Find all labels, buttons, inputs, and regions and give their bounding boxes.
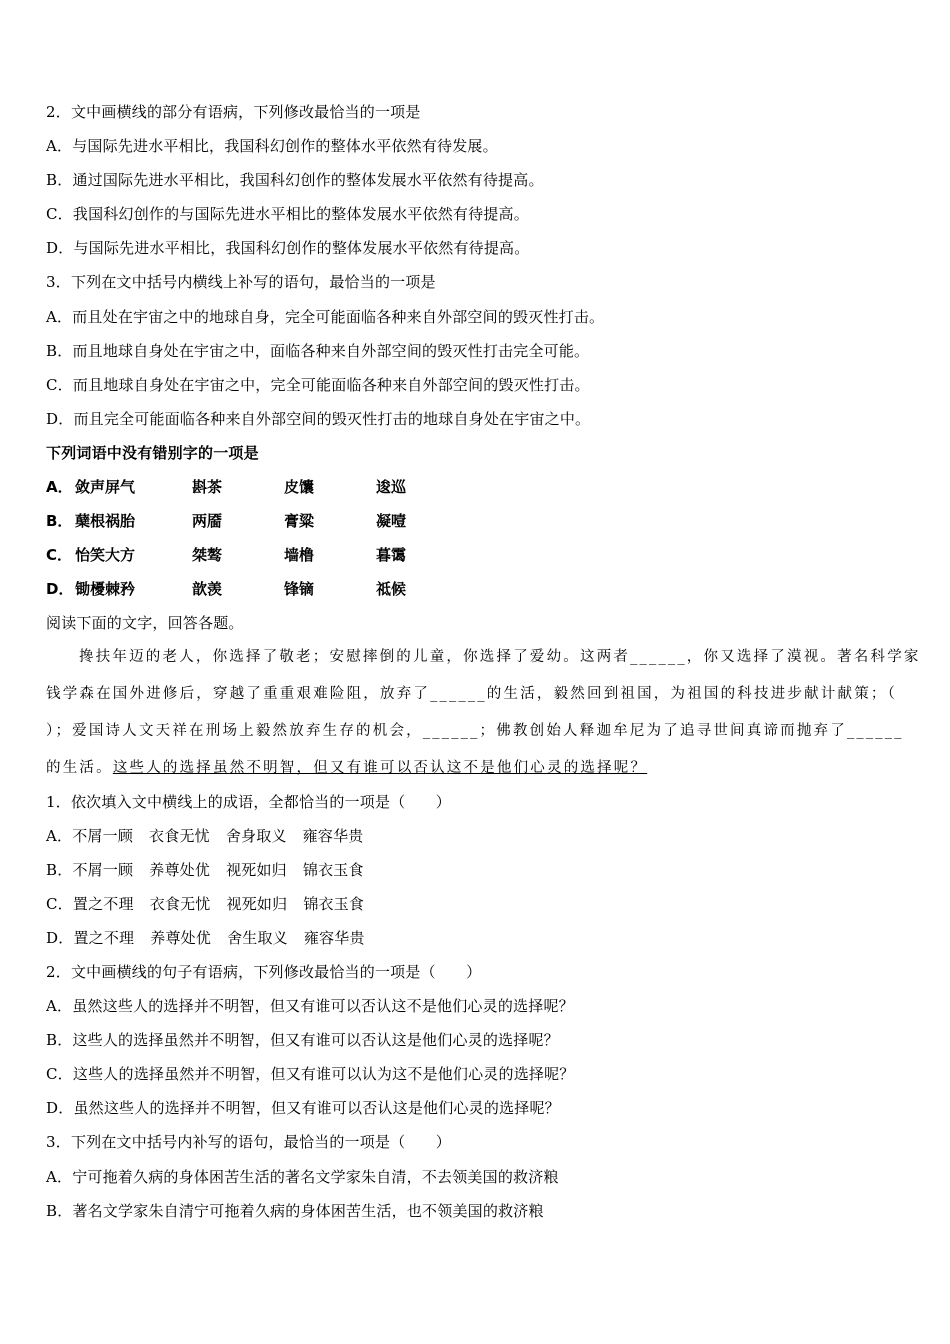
vocab-word: 凝噎 [376,512,407,530]
reading-question-2-option-d [46,1098,560,1118]
idiom: 雍容华贵 [303,929,365,947]
option-label: A． [46,1168,73,1186]
option-text: 而且地球自身处在宇宙之中，面临各种来自外部空间的毁灭性打击完全可能。 [72,342,590,360]
idiom: 锦衣玉食 [302,861,364,879]
reading-question-2-stem: 2．文中画横线的句子有语病，下列修改最恰当的一项是（ ） [46,963,482,981]
reading-question-1-option-c [46,894,380,914]
vocab-word: 皮馕 [284,478,315,496]
option-text: 与国际先进水平相比，我国科幻创作的整体发展水平依然有待提高。 [73,239,530,257]
question-3-option-b [46,341,589,361]
idiom: 衣食无忧 [149,827,210,845]
vocab-word: 桀骜 [192,546,223,564]
idiom: 舍身取义 [225,827,287,845]
option-label: C． [46,376,73,394]
option-label: B． [46,342,73,360]
reading-question-1-option-b [46,860,380,880]
option-text: 这些人的选择虽然并不明智，但又有谁可以否认这是他们心灵的选择呢？ [72,1031,559,1049]
idiom: 养尊处优 [150,929,212,947]
option-text: 虽然这些人的选择并不明智，但又有谁可以否认这不是他们心灵的选择呢？ [72,997,574,1015]
passage-line-1: 搀扶年迈的老人，你选择了敬老；安慰摔倒的儿童，你选择了爱幼。这两者______，你又选择了漠视。著名科学家 [79,649,921,665]
vocab-word: 祗候 [376,580,407,598]
vocab-word: 斟茶 [192,478,223,496]
option-label: A． [46,308,73,326]
reading-question-3-stem: 3．下列在文中括号内补写的语句，最恰当的一项是（ ） [46,1133,451,1151]
option-text: 而且完全可能面临各种来自外部空间的毁灭性打击的地球自身处在宇宙之中。 [73,410,591,428]
question-2-option-d [46,238,529,258]
idiom: 置之不理 [73,929,135,947]
reading-question-3-option-b [46,1201,544,1221]
idiom: 视死如归 [226,861,287,879]
option-text: 与国际先进水平相比，我国科幻创作的整体水平依然有待发展。 [72,137,498,155]
reading-question-1-option-a [46,826,379,846]
question-2-option-a [46,136,498,156]
option-label: C． [46,546,73,564]
reading-question-2-option-a [46,996,574,1016]
question-2-stem: 2．文中画横线的部分有语病，下列修改最恰当的一项是 [46,103,421,121]
idiom: 雍容华贵 [302,827,364,845]
option-label: B． [46,861,73,879]
option-text: 这些人的选择虽然并不明智，但又有谁可以认为这不是他们心灵的选择呢？ [72,1065,575,1083]
vocab-word: 逡巡 [376,478,407,496]
option-text: 虽然这些人的选择并不明智，但又有谁可以否认这是他们心灵的选择呢？ [73,1099,560,1117]
option-label: B． [46,1031,73,1049]
reading-question-2-option-c [46,1064,575,1084]
question-2-option-c [46,204,529,224]
question-3-stem: 3．下列在文中括号内横线上补写的语句，最恰当的一项是 [46,273,436,291]
reading-question-1-stem: 1．依次填入文中横线上的成语，全都恰当的一项是（ ） [46,793,451,811]
option-label: A． [46,137,73,155]
option-label: A． [46,478,73,496]
option-text: 通过国际先进水平相比，我国科幻创作的整体发展水平依然有待提高。 [72,171,544,189]
passage-line-4 [46,758,906,778]
option-text: 著名文学家朱自清宁可拖着久病的身体困苦生活，也不领美国的救济粮 [72,1202,544,1220]
option-label: B． [46,171,73,189]
idiom: 养尊处优 [149,861,211,879]
reading-question-2-option-b [46,1030,559,1050]
vocab-word: 锋镝 [284,580,315,598]
vocab-word: 蘖根祸胎 [75,512,136,530]
option-label: D． [46,1099,74,1117]
option-text: 而且处在宇宙之中的地球自身，完全可能面临各种来自外部空间的毁灭性打击。 [72,308,605,326]
vocab-word: 敛声屏气 [75,478,136,496]
option-label: A． [46,827,73,845]
idiom: 不屑一顾 [72,827,134,845]
passage-line-2: 钱学森在国外进修后，穿越了重重艰难险阻，放弃了______的生活，毅然回到祖国，为祖国的科技进步献计献策；（ [46,686,898,702]
passage-text: 的生活。 [46,760,113,776]
option-label: D． [46,239,74,257]
vocab-question-stem: 下列词语中没有错别字的一项是 [46,444,259,462]
option-label: B． [46,1202,73,1220]
idiom: 锦衣玉食 [303,895,365,913]
option-label: B． [46,512,73,530]
underlined-sentence: 这些人的选择虽然不明智，但又有谁可以否认这不是他们心灵的选择呢？ [112,760,648,776]
idiom: 视死如归 [226,895,288,913]
vocab-word: 怡笑大方 [75,546,136,564]
idiom: 不屑一顾 [72,861,134,879]
question-2-option-b [46,170,544,190]
reading-question-3-option-a [46,1167,559,1187]
option-text: 而且地球自身处在宇宙之中，完全可能面临各种来自外部空间的毁灭性打击。 [72,376,590,394]
vocab-word: 暮霭 [376,546,407,564]
passage-line-3: ）；爱国诗人文天祥在刑场上毅然放弃生存的机会，______；佛教创始人释迦牟尼为了追寻世间真谛而抛弃了______ [46,723,904,739]
option-label: D． [46,580,74,598]
idiom: 舍生取义 [227,929,288,947]
vocab-word: 墙橹 [284,546,315,564]
option-text: 宁可拖着久病的身体困苦生活的著名文学家朱自清，不去领美国的救济粮 [72,1168,559,1186]
vocab-word: 歆羡 [192,580,223,598]
question-3-option-a [46,307,604,327]
idiom: 衣食无忧 [149,895,211,913]
vocab-word: 锄櫌棘矜 [75,580,136,598]
option-label: A． [46,997,73,1015]
option-label: D． [46,410,74,428]
idiom: 置之不理 [72,895,134,913]
option-label: D． [46,929,74,947]
question-3-option-d [46,409,590,429]
reading-question-1-option-d [46,928,381,948]
question-3-option-c [46,375,590,395]
option-label: C． [46,1065,73,1083]
reading-instruction: 阅读下面的文字，回答各题。 [46,614,244,632]
vocab-word: 两靥 [192,512,223,530]
option-label: C． [46,205,73,223]
option-text: 我国科幻创作的与国际先进水平相比的整体发展水平依然有待提高。 [72,205,529,223]
vocab-word: 膏粱 [284,512,315,530]
option-label: C． [46,895,73,913]
